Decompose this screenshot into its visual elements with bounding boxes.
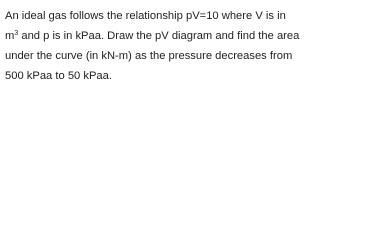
volume-unit-exponent: 3 xyxy=(14,30,19,37)
problem-line-4: 500 kPaa to 50 kPaa. xyxy=(5,70,112,82)
problem-text xyxy=(5,6,377,86)
problem-line-2-rest: and p is in kPaa. Draw the pV diagram and find the area xyxy=(18,30,300,42)
volume-unit: m xyxy=(5,30,15,42)
problem-line-1: An ideal gas follows the relationship pV=10 where V is in xyxy=(5,10,286,22)
problem-line-2 xyxy=(5,26,377,46)
problem-line-3: under the curve (in kN-m) as the pressure decreases from xyxy=(5,50,293,62)
